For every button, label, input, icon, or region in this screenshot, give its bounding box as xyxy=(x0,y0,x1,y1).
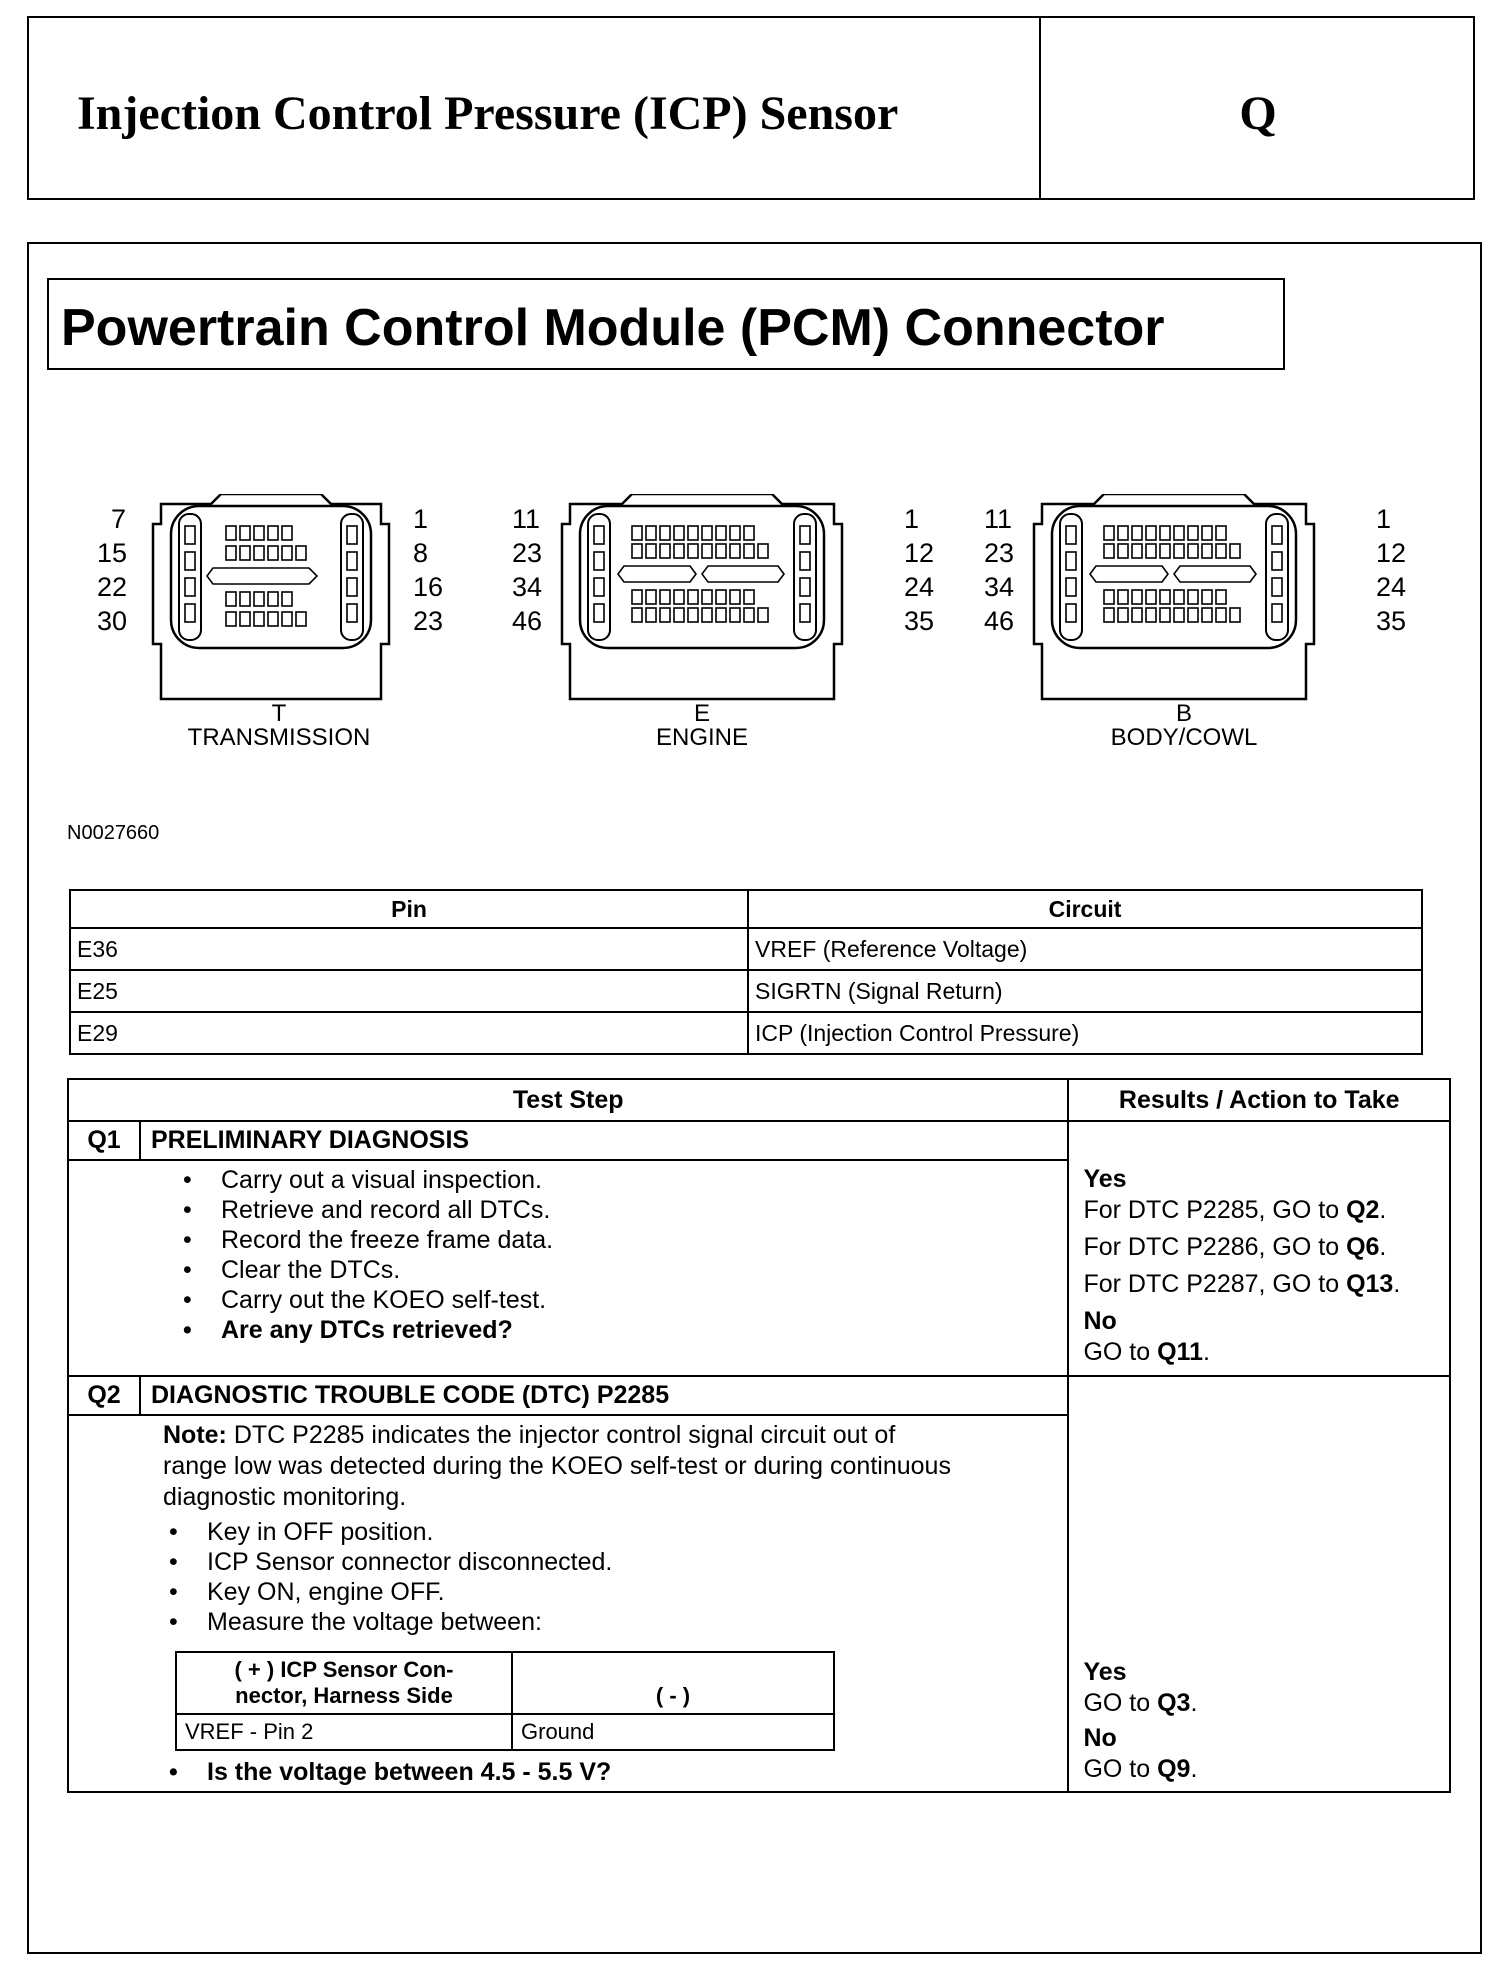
pin-number: 23 xyxy=(512,538,543,568)
page-title: Injection Control Pressure (ICP) Sensor xyxy=(77,87,899,140)
result-line: GO to Q3. xyxy=(1083,1689,1198,1717)
list-item: • Clear the DTCs. xyxy=(221,1255,1053,1285)
pin-circuit-table xyxy=(69,889,1423,1055)
step-bullets xyxy=(163,1517,1057,1637)
section-title-box xyxy=(47,278,1285,370)
pin-number: 24 xyxy=(1376,572,1407,602)
circuit-cell: SIGRTN (Signal Return) xyxy=(748,970,1422,1012)
measure-cell: Ground xyxy=(512,1714,834,1750)
transmission-connector-icon xyxy=(141,494,401,704)
list-item: • Carry out a visual inspection. xyxy=(221,1165,1053,1195)
pin-number: 12 xyxy=(904,538,935,568)
circuit-cell: VREF (Reference Voltage) xyxy=(748,928,1422,970)
pin-number: 16 xyxy=(413,572,444,602)
list-item: • Carry out the KOEO self-test. xyxy=(221,1285,1053,1315)
section-code: Q xyxy=(1239,87,1277,140)
test-step-table xyxy=(67,1078,1451,1793)
goto-link: Q9 xyxy=(1157,1755,1191,1783)
measurement-table xyxy=(175,1651,835,1751)
column-header: ( - ) xyxy=(512,1652,834,1714)
column-header: ( + ) ICP Sensor Con- nector, Harness Side xyxy=(176,1652,512,1714)
measure-cell: VREF - Pin 2 xyxy=(176,1714,512,1750)
step-id: Q2 xyxy=(68,1376,140,1415)
pin-number: 15 xyxy=(97,538,128,568)
pin-cell: E36 xyxy=(70,928,748,970)
main-panel xyxy=(27,242,1482,1954)
pin-number: 1 xyxy=(413,504,429,534)
result-line: For DTC P2285, GO to Q2. xyxy=(1083,1196,1387,1224)
list-item: • Record the freeze frame data. xyxy=(221,1225,1053,1255)
figure-id: N0027660 xyxy=(67,822,160,844)
header-box xyxy=(27,16,1475,200)
pin-number: 35 xyxy=(1376,606,1407,636)
table-header-row xyxy=(176,1652,834,1714)
table-row xyxy=(70,970,1422,1012)
connector-label: B BODY/COWL xyxy=(1110,700,1258,751)
pin-cell: E29 xyxy=(70,1012,748,1054)
connector-label: E ENGINE xyxy=(655,700,748,751)
yes-label: Yes xyxy=(1083,1658,1127,1686)
goto-link: Q3 xyxy=(1157,1689,1191,1717)
column-header: Results / Action to Take xyxy=(1068,1079,1450,1121)
pin-number: 34 xyxy=(984,572,1015,602)
pin-number: 7 xyxy=(111,504,127,534)
pin-number: 23 xyxy=(413,606,444,636)
result-line: For DTC P2287, GO to Q13. xyxy=(1083,1270,1401,1298)
step-title: PRELIMINARY DIAGNOSIS xyxy=(140,1121,1068,1160)
table-header-row xyxy=(68,1079,1450,1121)
column-header: Test Step xyxy=(68,1079,1068,1121)
engine-connector-icon xyxy=(552,494,852,704)
result-line: GO to Q11. xyxy=(1083,1338,1210,1366)
list-item: • ICP Sensor connector disconnected. xyxy=(207,1547,1057,1577)
yes-label: Yes xyxy=(1083,1165,1127,1193)
q1-results xyxy=(1068,1121,1450,1376)
pin-number: 11 xyxy=(512,504,541,534)
table-header-row xyxy=(70,890,1422,928)
goto-link: Q6 xyxy=(1346,1233,1380,1261)
goto-link: Q2 xyxy=(1346,1196,1380,1224)
list-item: • Key ON, engine OFF. xyxy=(207,1577,1057,1607)
step-title-row xyxy=(68,1376,1450,1415)
note-text: Note: DTC P2285 indicates the injector control signal circuit out of range low was detected during the KOEO self-test or during continuous diagnostic monitoring. xyxy=(163,1421,951,1511)
column-header: Pin xyxy=(70,890,748,928)
column-header: Circuit xyxy=(748,890,1422,928)
pin-number: 30 xyxy=(97,606,128,636)
pin-number: 35 xyxy=(904,606,935,636)
pin-number: 24 xyxy=(904,572,935,602)
no-label: No xyxy=(1083,1724,1117,1752)
connector-label: T TRANSMISSION xyxy=(187,700,371,751)
table-row xyxy=(176,1714,834,1750)
q2-body xyxy=(68,1415,1068,1792)
list-item: • Key in OFF position. xyxy=(207,1517,1057,1547)
pin-number: 11 xyxy=(984,504,1013,534)
q1-body xyxy=(68,1160,1068,1376)
section-title: Powertrain Control Module (PCM) Connector xyxy=(61,299,1165,357)
pin-number: 34 xyxy=(512,572,543,602)
result-line: For DTC P2286, GO to Q6. xyxy=(1083,1233,1387,1261)
list-item: • Retrieve and record all DTCs. xyxy=(221,1195,1053,1225)
list-item: • Measure the voltage between: xyxy=(207,1607,1057,1637)
step-question: • Is the voltage between 4.5 - 5.5 V? xyxy=(207,1757,1057,1787)
no-label: No xyxy=(1083,1307,1117,1335)
pin-number: 46 xyxy=(512,606,543,636)
pin-number: 23 xyxy=(984,538,1015,568)
goto-link: Q11 xyxy=(1157,1338,1203,1366)
step-title: DIAGNOSTIC TROUBLE CODE (DTC) P2285 xyxy=(140,1376,1068,1415)
table-row xyxy=(70,928,1422,970)
pin-number: 1 xyxy=(1376,504,1392,534)
step-bullets xyxy=(163,1757,1057,1787)
step-id: Q1 xyxy=(68,1121,140,1160)
pin-number: 12 xyxy=(1376,538,1407,568)
step-bullets xyxy=(83,1165,1053,1345)
pin-number: 8 xyxy=(413,538,429,568)
pin-cell: E25 xyxy=(70,970,748,1012)
step-title-row xyxy=(68,1121,1450,1160)
step-question: • Are any DTCs retrieved? xyxy=(221,1315,1053,1345)
pin-number: 46 xyxy=(984,606,1015,636)
body-cowl-connector-icon xyxy=(1024,494,1324,704)
goto-link: Q13 xyxy=(1346,1270,1394,1298)
pin-number: 1 xyxy=(904,504,920,534)
table-row xyxy=(70,1012,1422,1054)
q2-results xyxy=(1068,1376,1450,1792)
pin-number: 22 xyxy=(97,572,128,602)
result-line: GO to Q9. xyxy=(1083,1755,1198,1783)
circuit-cell: ICP (Injection Control Pressure) xyxy=(748,1012,1422,1054)
